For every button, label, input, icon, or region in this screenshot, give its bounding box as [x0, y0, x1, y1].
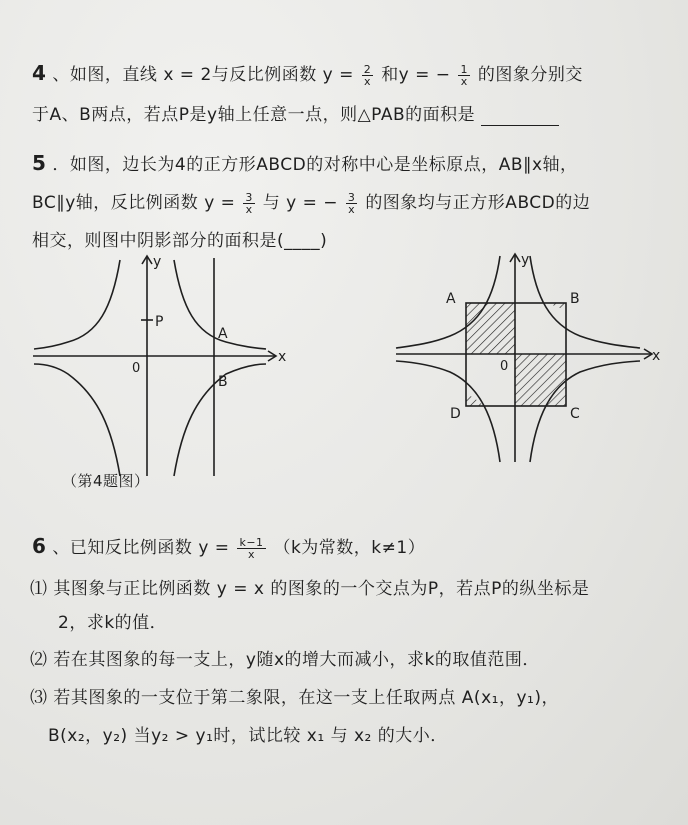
q5-frac2-num: 3 — [347, 190, 356, 204]
q6-frac-den: x — [247, 547, 255, 561]
q4-frac1-den: x — [364, 74, 372, 88]
fig5-a-label: A — [446, 291, 456, 307]
fig4-x-label: x — [278, 349, 287, 365]
q5-text-line3: 相交，则图中阴影部分的面积是(____) — [32, 231, 328, 251]
q5-number: 5 — [32, 151, 47, 175]
q4-frac1-num: 2 — [363, 62, 372, 76]
q4-text-a: 、如图，直线 x = 2与反比例函数 y = — [52, 65, 354, 85]
q4-number: 4 — [32, 61, 47, 85]
q4-fraction-1 — [362, 64, 374, 87]
q6-line-1 — [32, 533, 425, 560]
q4-figure — [28, 248, 293, 493]
q5-frac1-num: 3 — [245, 190, 253, 204]
q6-part3-line2: B(x₂，y₂) 当y₂ > y₁时，试比较 x₁ 与 x₂ 的大小． — [48, 726, 448, 746]
q5-fraction-1 — [243, 192, 255, 215]
q5-text-a: BC∥y轴，反比例函数 y = — [32, 193, 236, 213]
fig5-shade-q4 — [515, 354, 566, 406]
fig5-d-label: D — [450, 406, 461, 422]
q5-frac2-den: x — [348, 202, 356, 216]
fig4-y-label: y — [153, 254, 162, 270]
q4-line-2 — [32, 100, 559, 126]
fig4-p-label: P — [155, 314, 164, 330]
fig4-origin-label: 0 — [132, 361, 141, 376]
q4-answer-blank[interactable] — [481, 105, 559, 126]
fig5-b-label: B — [570, 291, 580, 307]
fig5-shade-corner-b — [548, 303, 566, 310]
q6-fraction — [237, 537, 265, 560]
q4-text-b: 和y = − — [381, 65, 451, 85]
fig5-curve-q1 — [530, 256, 640, 348]
q5-text-b: 与 y = − — [262, 193, 338, 213]
q5-figure — [390, 248, 670, 470]
fig5-shade-q2 — [466, 303, 515, 354]
q6-text-a: 、已知反比例函数 y = — [52, 538, 230, 558]
q5-text-c: 的图象均与正方形ABCD的边 — [365, 193, 591, 213]
q4-text-line2: 于A、B两点，若点P是y轴上任意一点，则△PAB的面积是 — [32, 105, 476, 125]
fig5-curve-q3 — [396, 361, 500, 462]
fig4-b-label: B — [218, 374, 228, 390]
q5-line-2 — [32, 188, 590, 215]
q6-number: 6 — [32, 534, 47, 558]
q6-part1-line1: ⑴ 其图象与正比例函数 y = x 的图象的一个交点为P，若点P的纵坐标是 — [30, 579, 590, 599]
q6-part2: ⑵ 若在其图象的每一支上，y随x的增大而减小，求k的取值范围． — [30, 650, 540, 670]
fig4-curve-q2 — [34, 260, 120, 349]
q6-part1-line2: 2，求k的值． — [58, 613, 168, 633]
fig5-y-label: y — [521, 252, 530, 268]
q4-line-1 — [32, 60, 583, 87]
fig4-curve-q3 — [34, 364, 120, 476]
fig5-origin-label: 0 — [500, 359, 509, 374]
q6-frac-num: k−1 — [239, 535, 264, 549]
q5-line-1 — [32, 150, 578, 175]
q4-frac2-den: x — [460, 74, 468, 88]
fig5-x-label: x — [652, 348, 661, 364]
q4-text-c: 的图象分别交 — [477, 65, 583, 85]
q5-text-line1: ．如图，边长为4的正方形ABCD的对称中心是坐标原点，AB∥x轴， — [52, 155, 578, 175]
q4-figure-caption: （第4题图） — [62, 472, 150, 490]
q4-fraction-2 — [458, 64, 470, 87]
q4-frac2-num: 1 — [460, 62, 468, 76]
q6-text-b: （k为常数，k≠1） — [273, 538, 426, 558]
q5-fraction-2 — [346, 192, 358, 215]
q6-part3-line1: ⑶ 若其图象的一支位于第二象限，在这一支上任取两点 A(x₁，y₁)， — [30, 688, 559, 708]
fig4-a-label: A — [218, 326, 228, 342]
q5-frac1-den: x — [245, 202, 253, 216]
fig5-c-label: C — [570, 406, 580, 422]
